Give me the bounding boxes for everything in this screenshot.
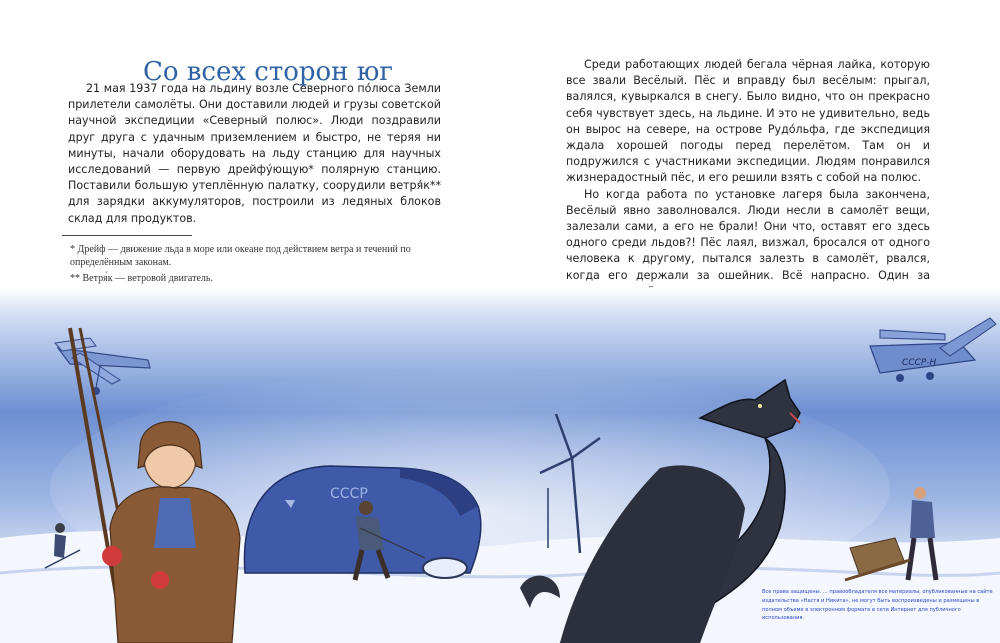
departure-paragraph: Но когда работа по установке лагеря была закончена, Весёлый явно заволновался. Люди несли в самолёт вещи, залезали сами, а его не брали! Они что, оставят его здесь одного среди льдов?! Пёс лаял, визжал, бросался от одного человека к другому, пытался залезть в самолёт, рвался, когда его держали за ошейник. Всё напрасно. Один за bbox=[566, 187, 930, 282]
page-title: Со всех сторон юг bbox=[142, 57, 394, 88]
tent-lettering: СССР bbox=[330, 486, 368, 502]
footnote-drift: * Дрейф — движение льда в море или океане под действием ветра и течений по определённым законам. bbox=[70, 244, 411, 268]
left-text-column bbox=[68, 81, 441, 227]
footnote-windmill: ** Ветря́к — ветровой двигатель. bbox=[70, 273, 213, 284]
copyright-notice: Все права защищены. ... правообладателя все материалы, опубликованные на сайте издательства «Настя и Никита», не могут быть воспроизведены и размещены в полном объеме в электронном формате в сети Интернет для публичного использования. bbox=[762, 589, 993, 622]
dog-paragraph: Среди работающих людей бегала чёрная лайка, которую все звали Весёлый. Пёс и вправду был весёлым: прыгал, валялся, кувыркался в снегу. Было видно, что он прекрасно себя чувствует здесь, на льдине. И это не удивительно, ведь он вырос на севере, на острове Рудо́льфа, где экспедиция ждала хорошей погоды перед перелётом. Там он и подружился с участниками экспедиции. Людям понравился жизнерадостный пёс, и его решили взять с собой на полюс. bbox=[566, 58, 930, 185]
intro-paragraph: 21 мая 1937 года на льдину возле Северного по́люса Земли прилетели самолёты. Они доставили людей и грузы советской научной экспедиции «Северный полюс». Люди поздравили друг друга с удачным приземлением и быстро, не теряя ни минуты, начали оборудовать на льду станцию для научных исследований — первую дрейфу́ющую* полярную станцию. Поставили большую утеплённую палатку, соорудили ветря́к** для зарядки аккумуляторов, построили из ледяных блоков склад для продуктов. bbox=[68, 82, 441, 225]
right-text-column bbox=[566, 57, 930, 300]
plane-lettering: СССР-Н bbox=[902, 358, 937, 368]
footnote-divider bbox=[62, 235, 192, 236]
